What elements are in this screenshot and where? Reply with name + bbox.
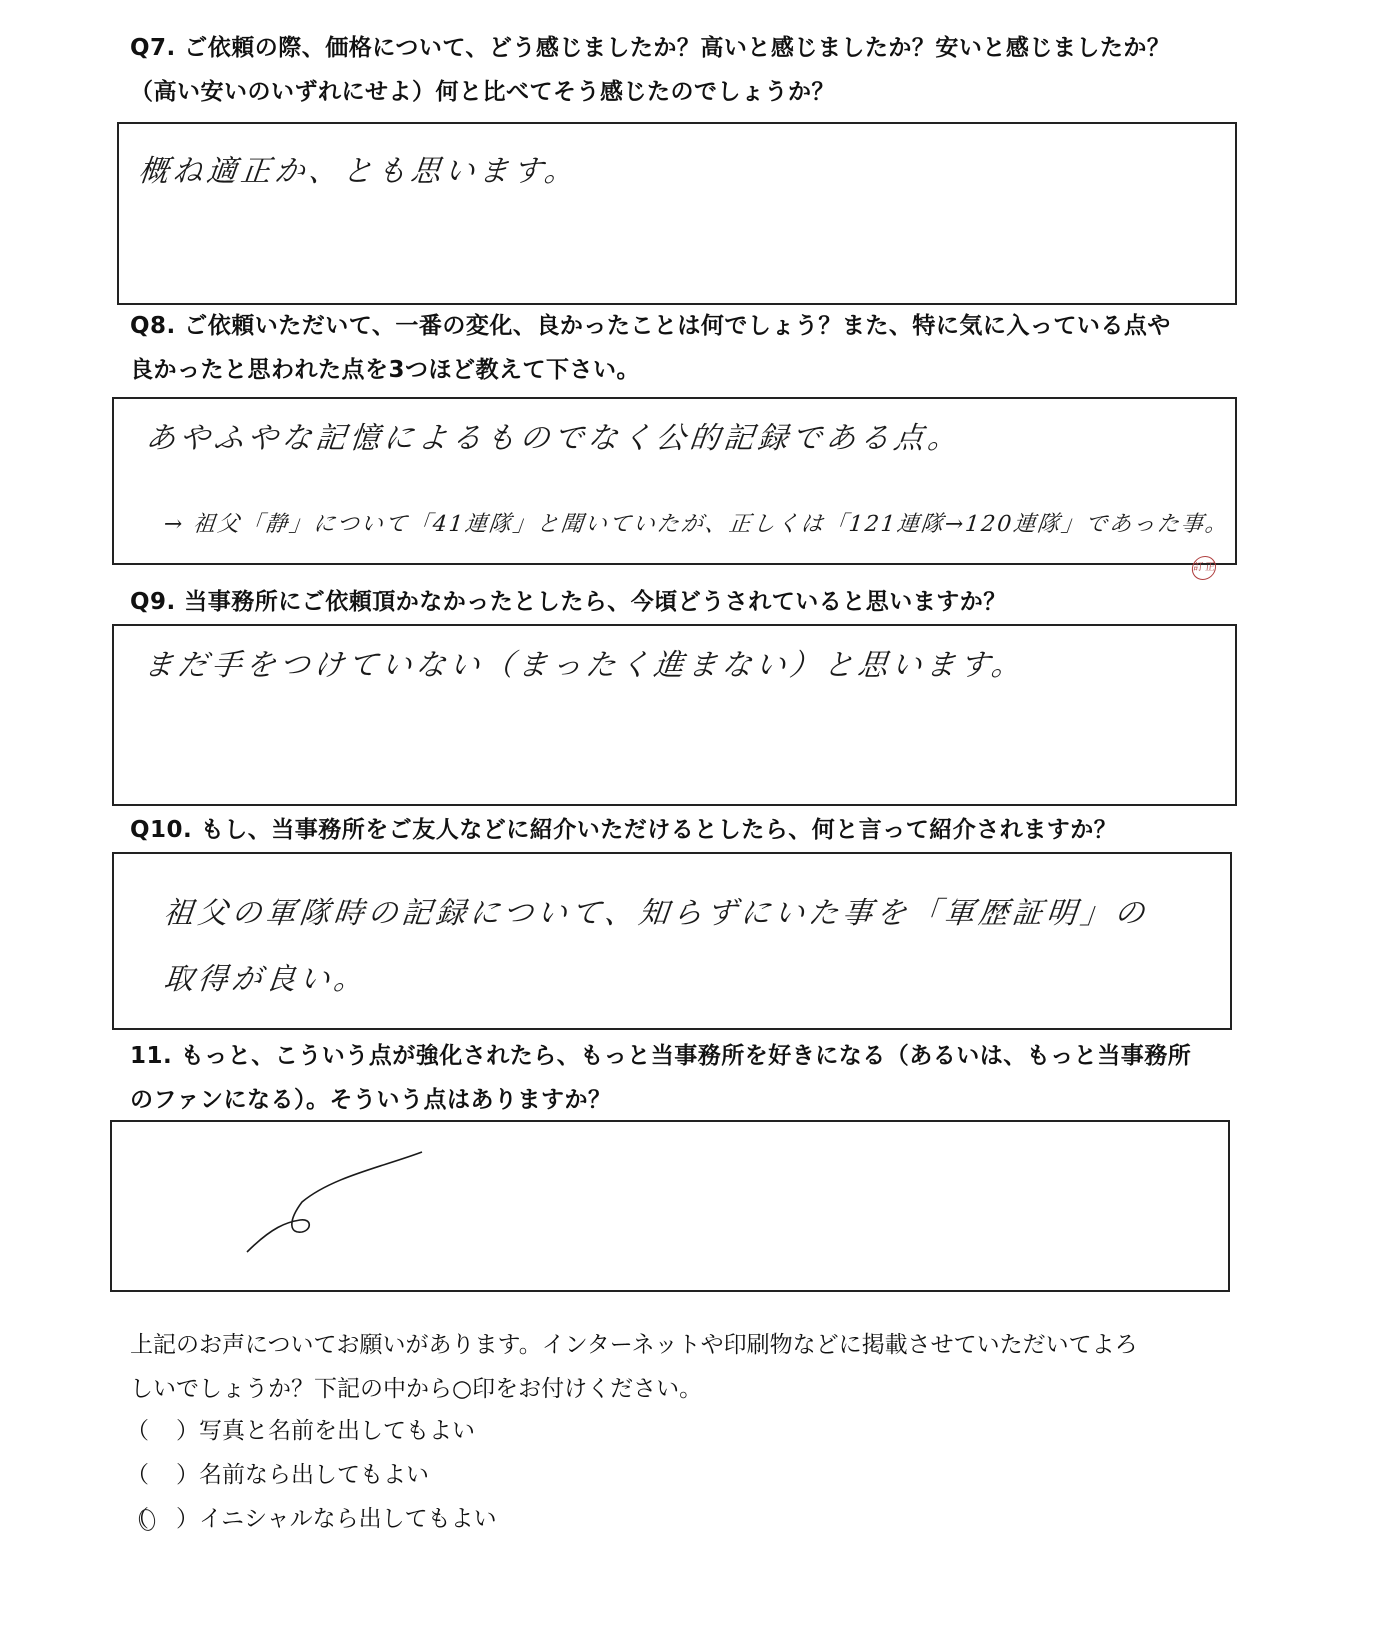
q7-question-line-1: Q7. ご依頼の際、価格について、どう感じましたか？高いと感じましたか？安いと感じましたか？ [130, 35, 1171, 61]
option-label: ）名前なら出してもよい [176, 1462, 429, 1488]
publication-request-line-2: しいでしょうか？下記の中から○印をお付けください。 [130, 1376, 703, 1402]
q9-question-line-1: Q9. 当事務所にご依頼頂かなかったとしたら、今頃どうされていると思いますか？ [130, 589, 1007, 615]
q11-answer-box[interactable] [110, 1120, 1230, 1292]
q9-answer-text: まだ手をつけていない（まったく進まない）と思います。 [141, 648, 1028, 683]
q8-answer-overflow [1189, 555, 1220, 580]
q8-question-line-2: 良かったと思われた点を3つほど教えて下さい。 [130, 357, 641, 383]
q8-answer-line-1: あやふやな記憶によるものでなく公的記録である点。 [143, 421, 964, 456]
option-initials-only[interactable]: （ ）イニシャルなら出してもよい [126, 1506, 497, 1532]
q11-question-line-1: 11. もっと、こういう点が強化されたら、もっと当事務所を好きになる（あるいは、もっと当事務所 [130, 1043, 1192, 1069]
option-photo-and-name[interactable]: （ ）写真と名前を出してもよい [126, 1418, 475, 1444]
option-name-only[interactable]: （ ）名前なら出してもよい [126, 1462, 429, 1488]
q11-question-line-2: のファンになる）。そういう点はありますか？ [130, 1087, 612, 1113]
q10-answer-line-1: 祖父の軍隊時の記録について、知らずにいた事を「軍歴証明」の [161, 896, 1151, 931]
option-label: ）イニシャルなら出してもよい [176, 1506, 497, 1532]
q10-answer-box[interactable] [112, 852, 1232, 1030]
q8-question-line-1: Q8. ご依頼いただいて、一番の変化、良かったことは何でしょう？また、特に気に入っている点や [130, 313, 1171, 339]
q10-question-line-1: Q10. もし、当事務所をご友人などに紹介いただけるとしたら、何と言って紹介されますか？ [130, 817, 1118, 843]
q8-answer-line-2: → 祖父「静」について「41連隊」と聞いていたが、正しくは「121連隊→120連隊」であった事。 [162, 512, 1231, 537]
q7-question-line-2: （高い安いのいずれにせよ）何と比べてそう感じたのでしょうか？ [130, 79, 835, 105]
option-label: ）写真と名前を出してもよい [176, 1418, 475, 1444]
q10-answer-line-2: 取得が良い。 [161, 962, 370, 997]
scribble-strike-icon [112, 1122, 1232, 1294]
q8-answer-box[interactable] [112, 397, 1237, 565]
publication-request-line-1: 上記のお声についてお願いがあります。インターネットや印刷物などに掲載させていただいてよろ [130, 1332, 1138, 1358]
q7-answer-text: 概ね適正か、とも思います。 [136, 154, 581, 189]
q7-answer-box[interactable] [117, 122, 1237, 305]
q9-answer-box[interactable] [112, 624, 1237, 806]
correction-stamp-icon: 訂正 [1191, 556, 1218, 580]
